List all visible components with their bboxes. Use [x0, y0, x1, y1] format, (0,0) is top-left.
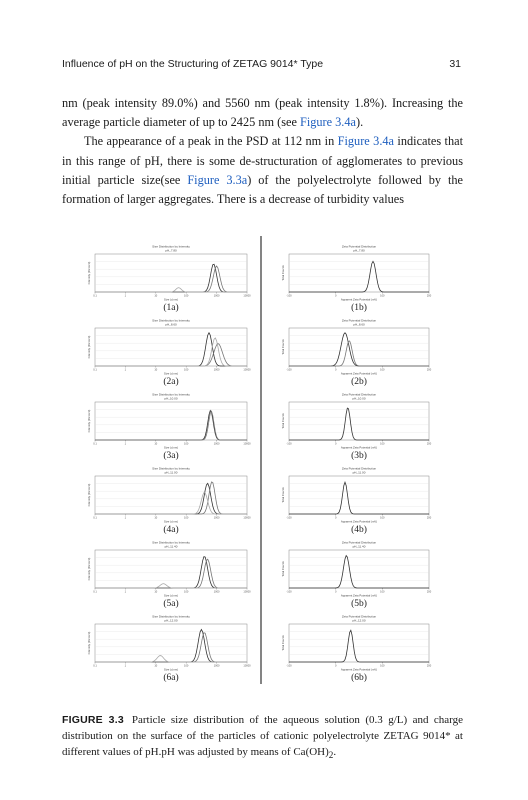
size-panel-6-curve: [95, 633, 247, 662]
caption-end: .: [333, 746, 337, 758]
size-panel-1-xtick-label: 10000: [243, 294, 251, 298]
size-panel-5-ylabel: Intensity (Percent): [87, 557, 91, 581]
zeta-panel-5-id: (5b): [351, 599, 367, 609]
zeta-panel-5-xtick-label: 200: [426, 590, 432, 594]
zeta-panel-4-title: Zeta Potential Distribution: [341, 466, 377, 471]
size-panel-1-xtick-label: 100: [184, 294, 189, 298]
zeta-panel-2-curve: [289, 341, 429, 366]
zeta-panel-4-xtick-label: -100: [286, 516, 292, 520]
size-panel-6-xtick-label: 0.1: [93, 664, 97, 668]
size-panel-1-subtitle: pH_7.80: [165, 248, 177, 253]
zeta-panel-2-id: (2b): [351, 377, 367, 387]
zeta-panel-2-title: Zeta Potential Distribution: [341, 318, 377, 323]
zeta-panel-4-curve: [289, 482, 429, 514]
paragraph-2: [62, 132, 463, 209]
size-panel-2-xtick-label: 100: [184, 368, 189, 372]
zeta-panel-2-xlabel: Apparent Zeta Potential (mV): [340, 371, 378, 376]
size-panel-5-xtick-label: 100: [184, 590, 189, 594]
size-panel-1-xtick-label: 10: [154, 294, 158, 298]
zeta-panel-6-frame: [289, 624, 429, 662]
size-panel-4-xtick-label: 1: [124, 516, 127, 520]
zeta-panel-3-id: (3b): [351, 451, 367, 461]
size-panel-6-title: Size Distribution by Intensity: [152, 614, 190, 619]
zeta-panel-1-title: Zeta Potential Distribution: [341, 244, 377, 249]
size-panel-2-xtick-label: 10: [154, 368, 158, 372]
size-panel-5-id: (5a): [163, 599, 179, 609]
zeta-panel-1-xtick-label: 200: [426, 294, 432, 298]
size-panel-4-id: (4a): [163, 525, 179, 535]
zeta-panel-3-frame: [289, 402, 429, 440]
size-panel-2-xtick-label: 10000: [243, 368, 251, 372]
zeta-panel-4-xtick-label: 100: [380, 516, 385, 520]
zeta-panel-5-xlabel: Apparent Zeta Potential (mV): [340, 593, 378, 598]
size-panel-6-id: (6a): [163, 673, 179, 683]
size-panel-2-curve: [95, 338, 247, 366]
zeta-panel-6-xtick-label: 0: [334, 664, 337, 668]
size-panel-5-xtick-label: 1000: [213, 590, 220, 594]
zeta-panel-2-curve: [289, 333, 429, 366]
size-panel-6-curve: [95, 630, 247, 662]
size-panel-4-title: Size Distribution by Intensity: [152, 466, 190, 471]
paragraph-1-text: nm (peak intensity 89.0%) and 5560 nm (peak intensity 1.8%). Increasing the average particle diameter of up to 2425 nm (see: [62, 96, 463, 130]
zeta-panel-3-xtick-label: -100: [286, 442, 292, 446]
size-panel-6-subtitle: pH_12.00: [164, 618, 178, 623]
size-panel-5-xtick-label: 1: [124, 590, 127, 594]
size-panel-6-xtick-label: 1000: [213, 664, 220, 668]
size-panel-1-curve: [95, 264, 247, 292]
size-panel-5-curve: [95, 559, 247, 588]
size-panel-5-curve: [95, 584, 247, 588]
size-panel-5-curve: [95, 557, 247, 588]
caption-subscript: 2: [328, 750, 334, 761]
zeta-panel-3-ylabel: Total Counts: [281, 413, 285, 429]
figure-caption: [62, 712, 463, 763]
zeta-panel-4-subtitle: pH_11.00: [352, 470, 366, 475]
size-panel-1-xtick-label: 0.1: [93, 294, 97, 298]
zeta-panel-2-frame: [289, 328, 429, 366]
size-panel-1-xtick-label: 1: [124, 294, 127, 298]
zeta-panel-5-curve: [289, 556, 429, 588]
zeta-panel-2-xtick-label: 200: [426, 368, 432, 372]
size-panel-5-xtick-label: 0.1: [93, 590, 97, 594]
zeta-panel-3-xtick-label: 200: [426, 442, 432, 446]
size-panel-1-id: (1a): [163, 303, 179, 313]
running-header: [62, 58, 461, 72]
zeta-panel-3-curve: [289, 408, 429, 440]
zeta-panel-4-id: (4b): [351, 525, 367, 535]
size-panel-4-xtick-label: 10: [154, 516, 158, 520]
size-panel-5-frame: [95, 550, 247, 588]
size-panel-4-ylabel: Intensity (Percent): [87, 483, 91, 507]
zeta-panel-6-xtick-label: -100: [286, 664, 292, 668]
zeta-panel-6-xtick-label: 200: [426, 664, 432, 668]
zeta-panel-3-title: Zeta Potential Distribution: [341, 392, 377, 397]
size-panel-1-title: Size Distribution by Intensity: [152, 244, 190, 249]
zeta-panel-2-xtick-label: -100: [286, 368, 292, 372]
zeta-panel-6-id: (6b): [351, 673, 367, 683]
paragraph-2-part-c: ) of the polyelectrolyte followed by the formation of larger aggregates. There is a decrease of turbidity values: [62, 172, 464, 207]
paragraph-1: [62, 94, 463, 132]
size-panel-2-subtitle: pH_8.60: [165, 322, 177, 327]
zeta-panel-2-subtitle: pH_8.60: [353, 322, 365, 327]
zeta-panel-5-xtick-label: 100: [380, 590, 385, 594]
zeta-panel-4-xlabel: Apparent Zeta Potential (mV): [340, 519, 378, 524]
paragraph-1-end: ).: [356, 115, 364, 130]
zeta-panel-3-subtitle: pH_10.00: [352, 396, 366, 401]
zeta-panel-1-frame: [289, 254, 429, 292]
size-panel-4-frame: [95, 476, 247, 514]
size-panel-2-id: (2a): [163, 377, 179, 387]
zeta-panel-6-curve: [289, 630, 429, 662]
size-panel-6-frame: [95, 624, 247, 662]
zeta-panel-5-frame: [289, 550, 429, 588]
zeta-panel-6-xtick-label: 100: [380, 664, 385, 668]
zeta-panel-5-ylabel: Total Counts: [281, 561, 285, 577]
size-panel-2-xtick-label: 1000: [213, 368, 220, 372]
zeta-panel-3-xtick-label: 100: [380, 442, 385, 446]
size-panel-3-xlabel: Size (d.nm): [163, 445, 179, 450]
paragraph-2-part-a: The appearance of a peak in the PSD at 112 nm in: [84, 134, 338, 149]
zeta-panel-3-xtick-label: 0: [334, 442, 337, 446]
size-panel-3-id: (3a): [163, 451, 179, 461]
size-panel-1-frame: [95, 254, 247, 292]
size-panel-5-xtick-label: 10000: [243, 590, 251, 594]
size-panel-3-xtick-label: 10000: [243, 442, 251, 446]
size-panel-3-frame: [95, 402, 247, 440]
size-panel-4-xtick-label: 10000: [243, 516, 251, 520]
size-panel-3-xtick-label: 1: [124, 442, 127, 446]
zeta-panel-2-xtick-label: 100: [380, 368, 385, 372]
size-panel-3-xtick-label: 10: [154, 442, 158, 446]
figure-3-4a-link[interactable]: Figure 3.4a: [299, 115, 356, 130]
size-panel-4-xlabel: Size (d.nm): [163, 519, 179, 524]
size-panel-2-xlabel: Size (d.nm): [163, 371, 179, 376]
size-panel-5-subtitle: pH_11.40: [164, 544, 178, 549]
size-panel-3-xtick-label: 1000: [213, 442, 220, 446]
zeta-panel-2-xtick-label: 0: [334, 368, 337, 372]
size-panel-3-xtick-label: 0.1: [93, 442, 97, 446]
zeta-panel-2-ylabel: Total Counts: [281, 339, 285, 355]
size-panel-2-curve: [95, 344, 247, 366]
body-text: [62, 94, 463, 209]
size-panel-2-ylabel: Intensity (Percent): [87, 335, 91, 359]
size-panel-1-xtick-label: 1000: [213, 294, 220, 298]
size-panel-2-curve: [95, 333, 247, 366]
zeta-panel-1-ylabel: Total Counts: [281, 265, 285, 281]
zeta-panel-3-xlabel: Apparent Zeta Potential (mV): [340, 445, 378, 450]
size-panel-2-xtick-label: 0.1: [93, 368, 97, 372]
size-panel-4-subtitle: pH_11.00: [164, 470, 178, 475]
figure-3-3a-link[interactable]: Figure 3.3a: [187, 172, 248, 187]
zeta-panel-5-title: Zeta Potential Distribution: [341, 540, 377, 545]
zeta-panel-1-xlabel: Apparent Zeta Potential (mV): [340, 297, 378, 302]
size-panel-3-curve: [95, 411, 247, 440]
zeta-panel-1-xtick-label: 100: [380, 294, 385, 298]
page-number: 31: [449, 58, 461, 70]
size-panel-6-xlabel: Size (d.nm): [163, 667, 179, 672]
size-panel-3-ylabel: Intensity (Percent): [87, 409, 91, 433]
size-panel-3-title: Size Distribution by Intensity: [152, 392, 190, 397]
size-panel-3-xtick-label: 100: [184, 442, 189, 446]
size-panel-2-xtick-label: 1: [124, 368, 127, 372]
zeta-panel-1-subtitle: pH_7.80: [353, 248, 365, 253]
zeta-panel-4-frame: [289, 476, 429, 514]
zeta-panel-6-title: Zeta Potential Distribution: [341, 614, 377, 619]
size-panel-1-curve: [95, 266, 247, 292]
paragraph-2-part-b: indicates that in this range of pH, there is some de-structuration of agglomerates to previous initial particle size(see: [62, 134, 464, 187]
running-title: Influence of pH on the Structuring of ZETAG 9014* Type: [62, 58, 324, 70]
figure-panels: [79, 232, 449, 688]
size-panel-4-xtick-label: 100: [184, 516, 189, 520]
figure-3-3: [79, 232, 449, 688]
size-panel-3-subtitle: pH_10.00: [164, 396, 178, 401]
size-panel-3-curve: [95, 411, 247, 440]
size-panel-5-xlabel: Size (d.nm): [163, 593, 179, 598]
size-panel-2-title: Size Distribution by Intensity: [152, 318, 190, 323]
zeta-panel-4-xtick-label: 200: [426, 516, 432, 520]
size-panel-6-xtick-label: 10000: [243, 664, 251, 668]
size-panel-5-title: Size Distribution by Intensity: [152, 540, 190, 545]
zeta-panel-4-xtick-label: 0: [334, 516, 337, 520]
size-panel-4-curve: [95, 493, 247, 514]
size-panel-2-frame: [95, 328, 247, 366]
zeta-panel-6-xlabel: Apparent Zeta Potential (mV): [340, 667, 378, 672]
zeta-panel-1-xtick-label: -100: [286, 294, 292, 298]
size-panel-6-xtick-label: 100: [184, 664, 189, 668]
size-panel-5-xtick-label: 10: [154, 590, 158, 594]
size-panel-6-curve: [95, 656, 247, 662]
size-panel-4-xtick-label: 1000: [213, 516, 220, 520]
zeta-panel-1-id: (1b): [351, 303, 367, 313]
zeta-panel-4-ylabel: Total Counts: [281, 487, 285, 503]
size-panel-6-xtick-label: 1: [124, 664, 127, 668]
zeta-panel-6-subtitle: pH_12.00: [352, 618, 366, 623]
size-panel-1-xlabel: Size (d.nm): [163, 297, 179, 302]
size-panel-6-ylabel: Intensity (Percent): [87, 631, 91, 655]
size-panel-4-xtick-label: 0.1: [93, 516, 97, 520]
figure-label: FIGURE 3.3: [62, 714, 124, 726]
size-panel-4-curve: [95, 482, 247, 514]
size-panel-6-xtick-label: 10: [154, 664, 158, 668]
size-panel-1-ylabel: Intensity (Percent): [87, 261, 91, 285]
zeta-panel-1-xtick-label: 0: [334, 294, 337, 298]
zeta-panel-5-subtitle: pH_11.40: [352, 544, 366, 549]
figure-3-4a-link-2[interactable]: Figure 3.4a: [337, 134, 395, 149]
caption-text: Particle size distribution of the aqueous solution (0.3 g/L) and charge distribution on the surface of the particles of cationic polyelectrolyte ZETAG 9014* at different values of pH.pH was adjusted by means of Ca(OH): [62, 714, 463, 758]
zeta-panel-5-xtick-label: 0: [334, 590, 337, 594]
zeta-panel-5-xtick-label: -100: [286, 590, 292, 594]
zeta-panel-6-ylabel: Total Counts: [281, 635, 285, 651]
